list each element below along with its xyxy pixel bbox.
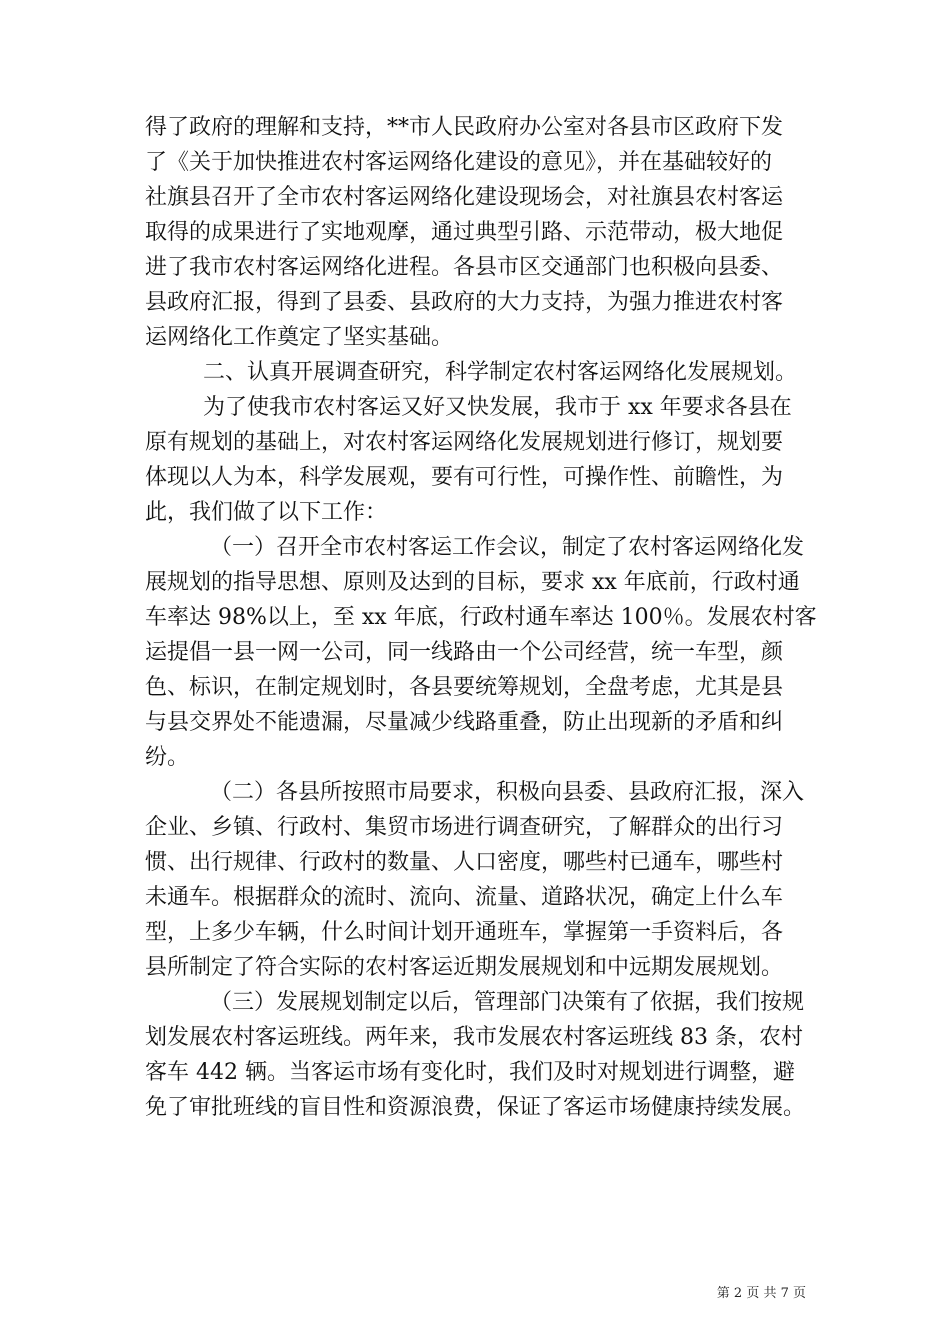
text-line: 取得的成果进行了实地观摩，通过典型引路、示范带动，极大地促 <box>145 220 784 245</box>
text-line: 得了政府的理解和支持，**市人民政府办公室对各县市区政府下发 <box>145 115 784 140</box>
text-line: 车率达 98%以上，至 xx 年底，行政村通车率达 100％。发展农村客 <box>145 605 817 630</box>
text-line: 体现以人为本，科学发展观，要有可行性，可操作性、前瞻性，为 <box>145 465 784 490</box>
text-line: 纷。 <box>145 745 190 770</box>
body-text <box>145 110 817 1125</box>
text-line: 运网络化工作奠定了坚实基础。 <box>145 325 454 350</box>
text-line: 进了我市农村客运网络化进程。各县市区交通部门也积极向县委、 <box>145 255 784 280</box>
text-line: 县政府汇报，得到了县委、县政府的大力支持，为强力推进农村客 <box>145 290 784 315</box>
text-line: 为了使我市农村客运又好又快发展，我市于 xx 年要求各县在 <box>203 395 792 420</box>
text-line: 运提倡一县一网一公司，同一线路由一个公司经营，统一车型，颜 <box>145 640 784 665</box>
text-line: （二）各县所按照市局要求，积极向县委、县政府汇报，深入 <box>210 780 805 805</box>
text-line: 原有规划的基础上，对农村客运网络化发展规划进行修订，规划要 <box>145 430 784 455</box>
text-line: 此，我们做了以下工作： <box>145 500 388 525</box>
text-line: 客车 442 辆。当客运市场有变化时，我们及时对规划进行调整，避 <box>145 1060 795 1085</box>
text-line: 与县交界处不能遗漏，尽量减少线路重叠，防止出现新的矛盾和纠 <box>145 710 784 735</box>
text-line: 企业、乡镇、行政村、集贸市场进行调查研究，了解群众的出行习 <box>145 815 784 840</box>
text-line: 惯、出行规律、行政村的数量、人口密度，哪些村已通车，哪些村 <box>145 850 784 875</box>
text-line: 社旗县召开了全市农村客运网络化建设现场会，对社旗县农村客运 <box>145 185 784 210</box>
text-line: 展规划的指导思想、原则及达到的目标，要求 xx 年底前，行政村通 <box>145 570 800 595</box>
text-line: （一）召开全市农村客运工作会议，制定了农村客运网络化发 <box>210 535 805 560</box>
text-line: 了《关于加快推进农村客运网络化建设的意见》，并在基础较好的 <box>145 150 773 175</box>
text-line: 免了审批班线的盲目性和资源浪费，保证了客运市场健康持续发展。 <box>145 1095 806 1120</box>
text-line: 划发展农村客运班线。两年来，我市发展农村客运班线 83 条，农村 <box>145 1025 803 1050</box>
text-line: 未通车。根据群众的流时、流向、流量、道路状况，确定上什么车 <box>145 885 784 910</box>
text-line: 色、标识，在制定规划时，各县要统筹规划，全盘考虑，尤其是县 <box>145 675 784 700</box>
page-number: 第 2 页 共 7 页 <box>716 1286 806 1301</box>
section-heading: 二、认真开展调查研究，科学制定农村客运网络化发展规划。 <box>203 360 798 385</box>
text-line: 县所制定了符合实际的农村客运近期发展规划和中远期发展规划。 <box>145 955 784 980</box>
text-line: （三）发展规划制定以后，管理部门决策有了依据，我们按规 <box>210 990 805 1015</box>
text-line: 型，上多少车辆，什么时间计划开通班车，掌握第一手资料后，各 <box>145 920 784 945</box>
